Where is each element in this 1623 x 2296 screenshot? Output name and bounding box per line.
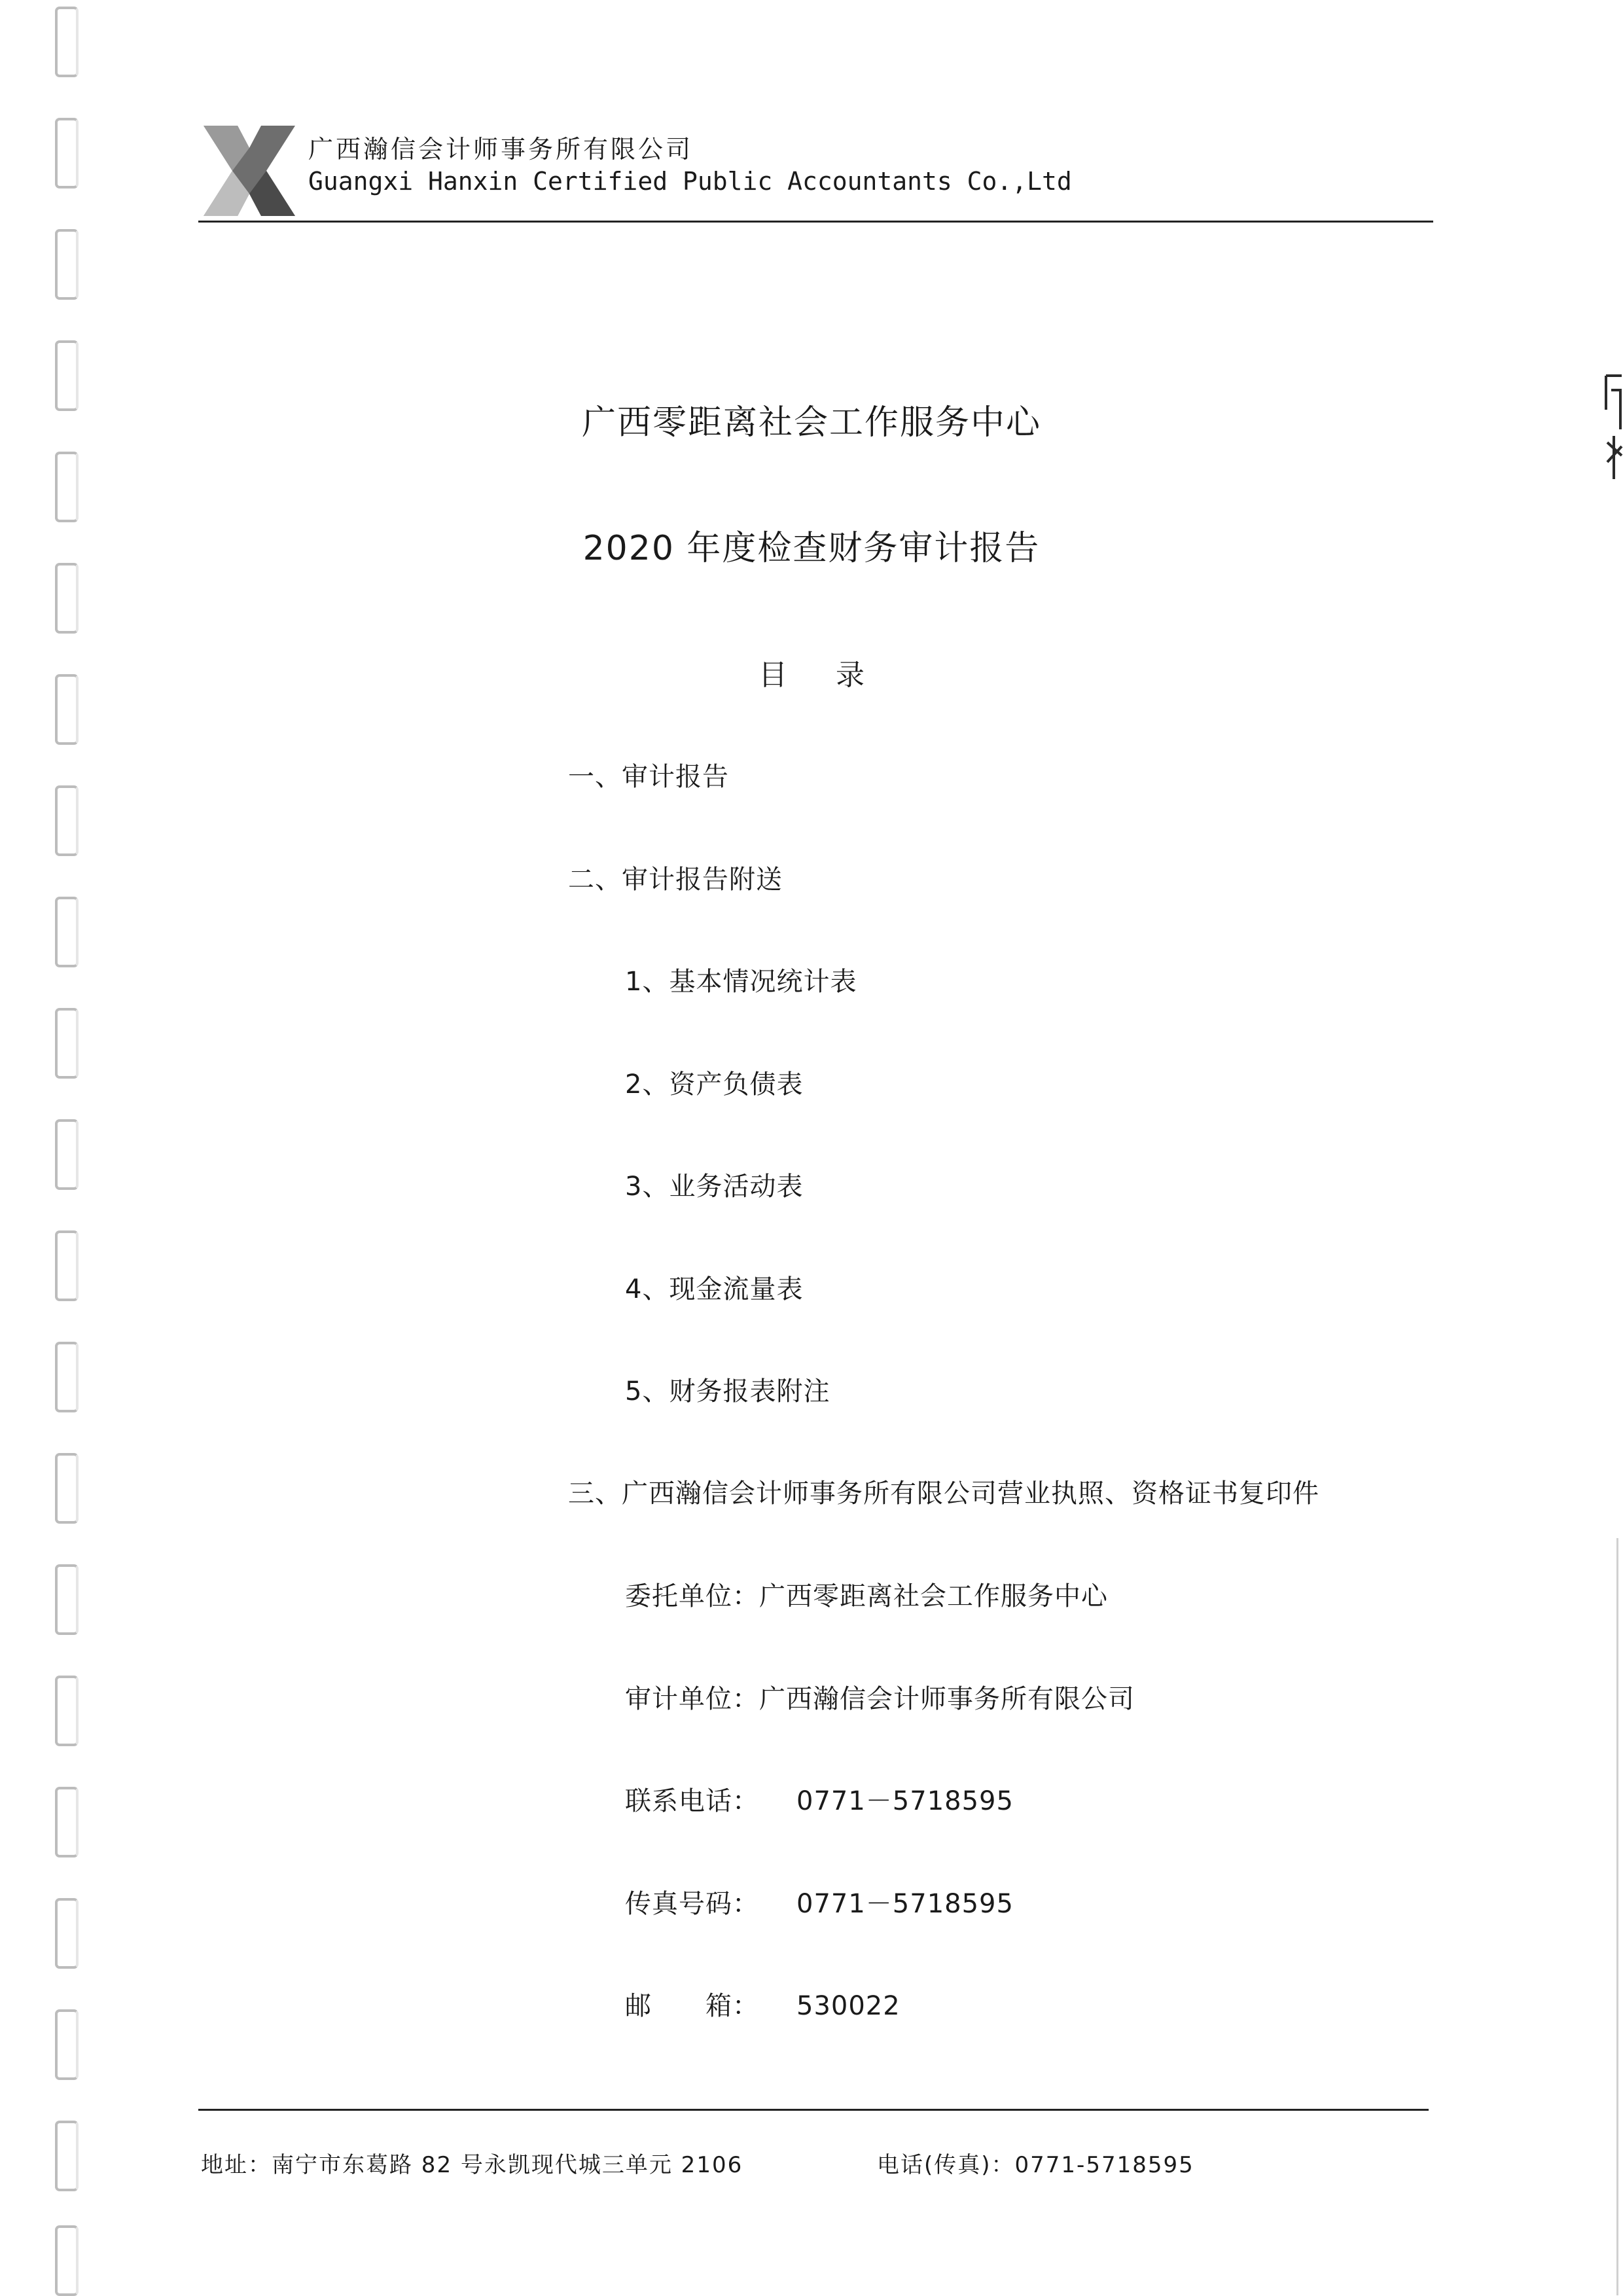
binding-hole [55, 2121, 79, 2191]
phone-value: 0771－5718595 [796, 1786, 1014, 1816]
edge-scan-mark [1602, 364, 1623, 487]
toc-heading: 目 录 [758, 658, 865, 692]
binding-hole [55, 1008, 79, 1079]
toc-item-cash-flow: 4、现金流量表 [625, 1274, 804, 1304]
postcode-label: 邮 箱： [625, 1991, 759, 2021]
report-title-subject: 2020 年度检查财务审计报告 [582, 529, 1041, 568]
phone-line [625, 1780, 1014, 1818]
binding-hole [55, 118, 79, 188]
footer-address: 地址：南宁市东葛路 82 号永凯现代城三单元 2106 [201, 2152, 743, 2178]
binding-hole [55, 7, 79, 77]
fax-label: 传真号码： [625, 1889, 759, 1919]
binding-hole [55, 452, 79, 522]
binding-holes [55, 0, 88, 2295]
binding-hole [55, 2225, 79, 2296]
header-divider [198, 221, 1433, 223]
company-name-cn: 广西瀚信会计师事务所有限公司 [308, 135, 694, 164]
report-title-organization: 广西零距离社会工作服务中心 [581, 403, 1041, 442]
letterhead [198, 121, 1433, 223]
toc-item-activity-statement: 3、业务活动表 [625, 1172, 804, 1202]
company-name-en: Guangxi Hanxin Certified Public Accountants Co.,Ltd [308, 167, 1072, 196]
hanxin-logo-icon [204, 126, 295, 216]
postcode-line [625, 1985, 901, 2022]
toc-item-attachments: 二、审计报告附送 [568, 865, 783, 895]
footer-phone: 电话(传真)：0771-5718595 [877, 2152, 1194, 2178]
phone-label: 联系电话： [625, 1786, 759, 1816]
toc-item-audit-report: 一、审计报告 [568, 762, 729, 792]
binding-hole [55, 897, 79, 967]
binding-hole [55, 2009, 79, 2080]
toc-item-notes: 5、财务报表附注 [625, 1376, 830, 1407]
toc-item-balance-sheet: 2、资产负债表 [625, 1069, 804, 1100]
toc-item-license-copies: 三、广西瀚信会计师事务所有限公司营业执照、资格证书复印件 [568, 1479, 1319, 1509]
binding-hole [55, 1119, 79, 1190]
client-line: 委托单位：广西零距离社会工作服务中心 [625, 1581, 1108, 1611]
footer-divider [198, 2109, 1429, 2111]
binding-hole [55, 1453, 79, 1524]
binding-hole [55, 1342, 79, 1412]
toc-item-basic-stats: 1、基本情况统计表 [625, 967, 857, 997]
edge-scan-line [1616, 1538, 1618, 2295]
binding-hole [55, 1230, 79, 1301]
fax-value: 0771－5718595 [796, 1889, 1014, 1919]
binding-hole [55, 785, 79, 856]
binding-hole [55, 1787, 79, 1857]
postcode-value: 530022 [796, 1991, 901, 2021]
fax-line [625, 1883, 1014, 1920]
binding-hole [55, 1564, 79, 1635]
binding-hole [55, 563, 79, 634]
auditor-line: 审计单位：广西瀚信会计师事务所有限公司 [625, 1684, 1135, 1714]
binding-hole [55, 229, 79, 300]
binding-hole [55, 1898, 79, 1969]
binding-hole [55, 1676, 79, 1746]
